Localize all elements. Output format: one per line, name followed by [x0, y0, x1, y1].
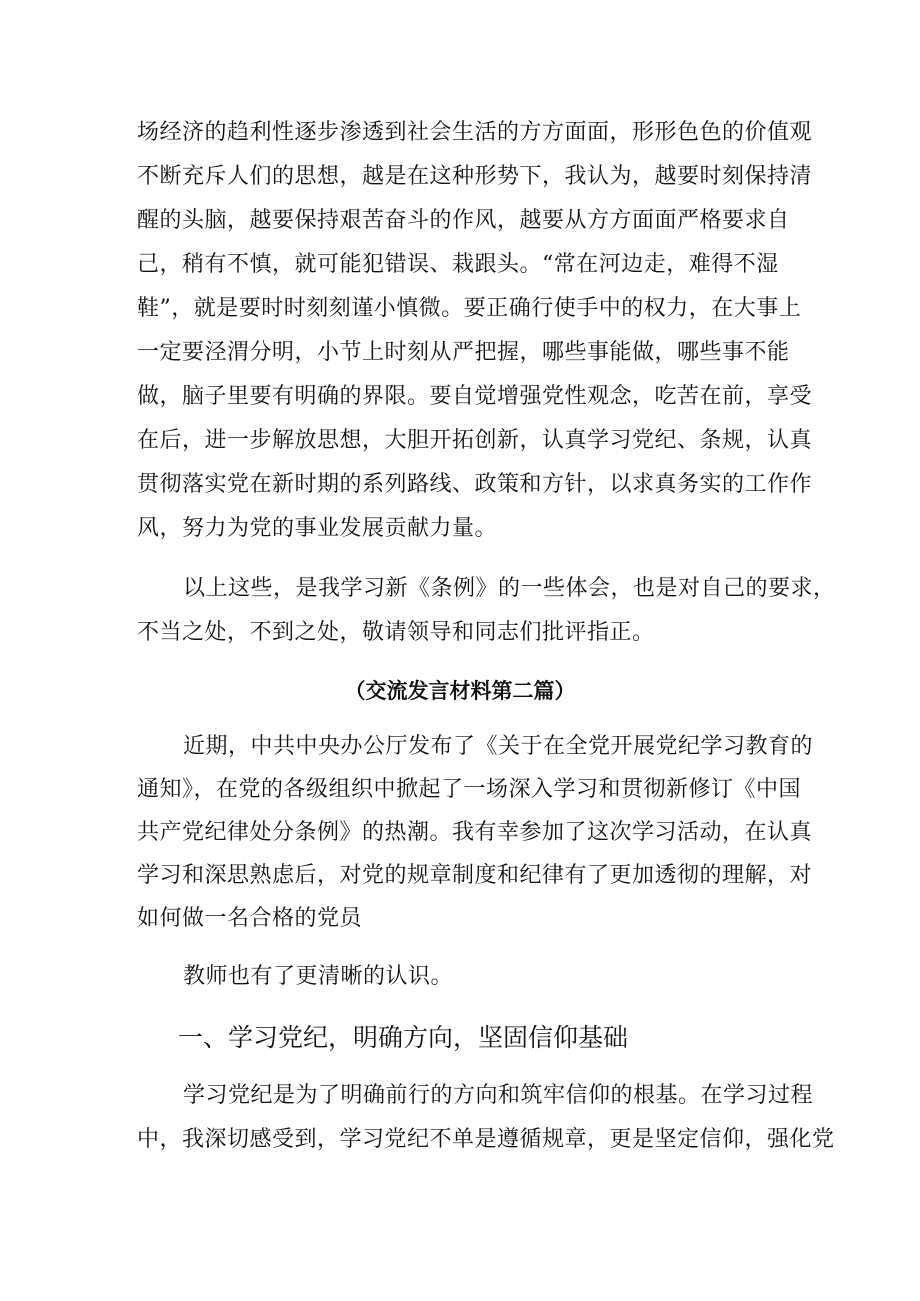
text-line: 通知》，在党的各级组织中掀起了一场深入学习和贯彻新修订《中国 — [137, 777, 802, 802]
text-line: 风，努力为党的事业发展贡献力量。 — [137, 516, 498, 541]
text-line: 教师也有了更清晰的认识。 — [183, 964, 454, 989]
text-line: 不当之处，不到之处，敬请领导和同志们批评指正。 — [137, 620, 655, 645]
text-line: 如何做一名合格的党员 — [137, 906, 363, 931]
section-heading: 一、学习党纪，明确方向，坚固信仰基础 — [178, 1023, 629, 1052]
text-line: 鞋”，就是要时时刻刻谨小慎微。要正确行使手中的权力，在大事上 — [137, 296, 802, 321]
text-line: 中，我深切感受到，学习党纪不单是遵循规章，更是坚定信仰，强化党 — [137, 1127, 835, 1152]
text-line: 贯彻落实党在新时期的系列路线、政策和方针，以求真务实的工作作 — [137, 472, 813, 497]
text-line: 近期，中共中央办公厅发布了《关于在全党开展党纪学习教育的 — [183, 734, 814, 759]
text-line: 共产党纪律处分条例》的热潮。我有幸参加了这次学习活动，在认真 — [137, 820, 813, 845]
text-line: 不断充斥人们的思想，越是在这种形势下，我认为，越要时刻保持清 — [137, 164, 813, 189]
text-line: 在后，进一步解放思想，大胆开拓创新，认真学习党纪、条规，认真 — [137, 428, 813, 453]
text-line: 醒的头脑，越要保持艰苦奋斗的作风，越要从方方面面严格要求自 — [137, 208, 790, 233]
text-line: 一定要泾渭分明，小节上时刻从严把握，哪些事能做，哪些事不能 — [137, 340, 790, 365]
text-line: 学习党纪是为了明确前行的方向和筑牢信仰的根基。在学习过程 — [183, 1083, 814, 1108]
text-line: 己，稍有不慎，就可能犯错误、栽跟头。“常在河边走，难得不湿 — [137, 252, 779, 277]
text-line: 场经济的趋利性逐步渗透到社会生活的方方面面，形形色色的价值观 — [137, 120, 813, 145]
text-line: 以上这些，是我学习新《条例》的一些体会，也是对自己的要求， — [183, 576, 836, 601]
text-line: 做，脑子里要有明确的界限。要自觉增强党性观念，吃苦在前，享受 — [137, 384, 813, 409]
text-line: 学习和深思熟虑后，对党的规章制度和纪律有了更加透彻的理解，对 — [137, 863, 813, 888]
article-heading: （交流发言材料第二篇） — [344, 678, 576, 703]
